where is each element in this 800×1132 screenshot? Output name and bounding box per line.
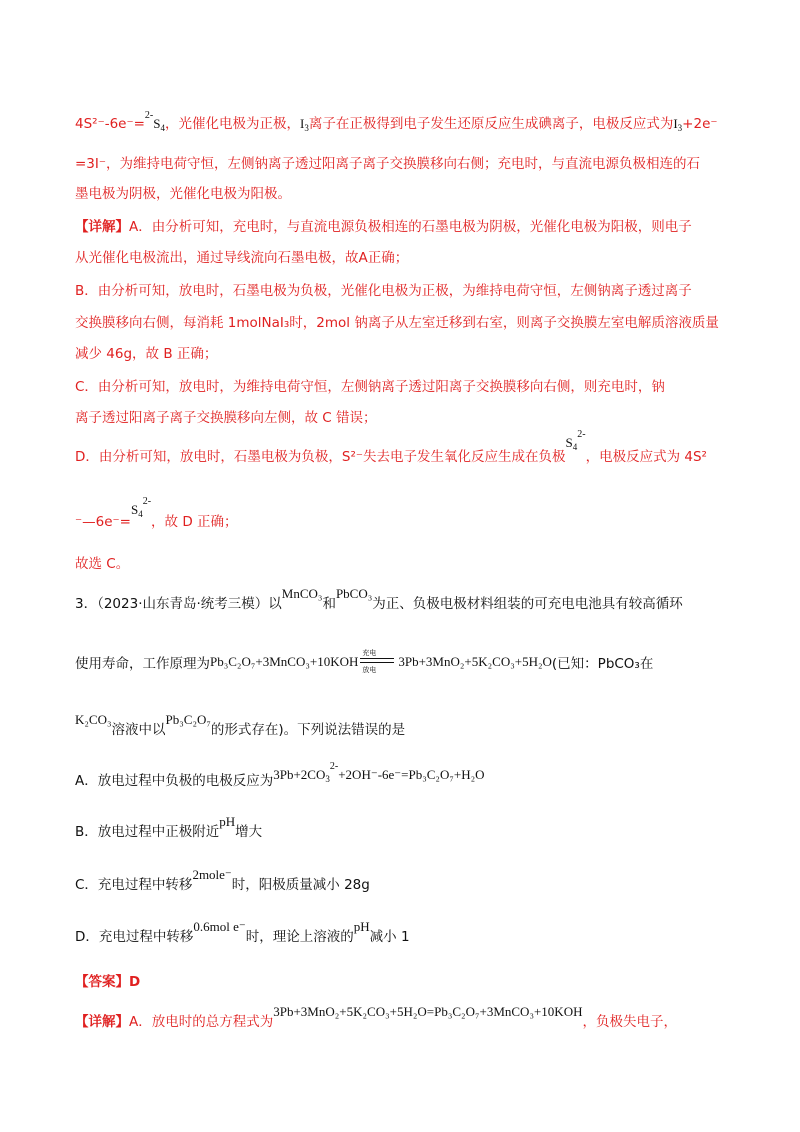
formula-s4: $S_4^{2-}$ bbox=[130, 496, 152, 519]
text: ，故 D 正确； bbox=[151, 514, 238, 530]
analysis-line-2: =3I⁻，为维持电荷守恒，左侧钠离子透过阳离子离子交换膜移向右侧；充电时，与直流电源负极相连的石 bbox=[75, 156, 701, 172]
formula-mnco3: MnCO₃ bbox=[281, 586, 323, 601]
text: 溶液中以 bbox=[111, 722, 166, 738]
formula-ph: pH bbox=[219, 814, 236, 829]
text: 时，阳极质量减小 28g bbox=[231, 877, 370, 893]
text: ⁻—6e⁻= bbox=[75, 514, 131, 530]
text: ，电极反应式为 4S² bbox=[585, 449, 707, 465]
text: 4S²⁻-6e⁻= bbox=[75, 116, 145, 132]
formula-s4: $S_4^{2-}$ bbox=[565, 429, 586, 452]
formula-i3: $I_3$ bbox=[299, 116, 309, 133]
text: +2e⁻ bbox=[682, 116, 718, 132]
formula-s4: $^{2-}S_4$ bbox=[144, 110, 165, 133]
analysis-line-1 bbox=[75, 112, 718, 132]
question-number: 3．（2023·山东青岛·统考三模）以 bbox=[75, 596, 282, 612]
answer-line: 【答案】D bbox=[75, 974, 141, 990]
option-a-equation: $3Pb+2CO_3^{2-}+2OH^--6e^-=Pb_3C_2O_7+H_2O$ bbox=[273, 761, 485, 784]
question-3-line-1 bbox=[75, 586, 683, 612]
detail-tag: 【详解】 bbox=[75, 219, 129, 235]
formula-0-6mol: 0.6mol e⁻ bbox=[193, 919, 246, 934]
text: A．放电时的总方程式为 bbox=[129, 1014, 274, 1030]
option-d bbox=[75, 919, 410, 945]
text: 使用寿命，工作原理为 bbox=[75, 656, 210, 672]
conclusion-line: 故选 C。 bbox=[75, 556, 130, 572]
formula-2mole: 2mole⁻ bbox=[192, 867, 232, 882]
text: 时，理论上溶液的 bbox=[245, 929, 354, 945]
question-3-line-3 bbox=[75, 712, 406, 738]
detail-line-1 bbox=[75, 215, 692, 235]
formula-ph: pH bbox=[353, 919, 370, 934]
question-3-line-2 bbox=[75, 649, 654, 674]
overall-equation: 3Pb+3MnO₂+5K₂CO₃+5H₂O=Pb₃C₂O₇+3MnCO₃+10KOH bbox=[273, 1004, 583, 1019]
text: D．由分析可知，放电时，石墨电极为负极，S²⁻失去电子发生氧化反应生成在负极 bbox=[75, 449, 566, 465]
option-d-text: D．充电过程中转移 bbox=[75, 929, 194, 945]
analysis-line-3: 墨电极为阴极，光催化电极为阳极。 bbox=[75, 186, 291, 202]
detail-q3-line-1 bbox=[75, 1004, 677, 1030]
detail-line-6: C．由分析可知，放电时，为维持电荷守恒，左侧钠离子透过阳离子交换膜移向右侧，则充电时，钠 bbox=[75, 379, 665, 395]
text: (已知：PbCO₃在 bbox=[551, 656, 654, 672]
text: 的形式存在)。下列说法错误的是 bbox=[210, 722, 406, 738]
arrow-bottom-label: 放电 bbox=[362, 666, 377, 674]
option-c bbox=[75, 867, 370, 893]
reaction-right: 3Pb+3MnO₂+5K₂CO₃+5H₂O bbox=[398, 654, 552, 669]
text: ，光催化电极为正极， bbox=[164, 116, 300, 132]
reaction-left: Pb₃C₂O₇+3MnCO₃+10KOH bbox=[210, 654, 359, 669]
arrow-top-label: 充电 bbox=[362, 649, 377, 657]
option-a bbox=[75, 761, 485, 789]
formula-i3: $I_3$ bbox=[673, 116, 683, 133]
option-c-text: C．充电过程中转移 bbox=[75, 877, 193, 893]
detail-tag: 【详解】 bbox=[75, 1014, 129, 1030]
detail-line-7: 离子透过阳离子离子交换膜移向左侧，故 C 错误； bbox=[75, 410, 377, 426]
detail-line-3: B．由分析可知，放电时，石墨电极为负极，光催化电极为正极，为维持电荷守恒，左侧钠离子透过离子 bbox=[75, 283, 692, 299]
formula-pbco3: PbCO₃ bbox=[335, 586, 373, 601]
text: A．由分析可知，充电时，与直流电源负极相连的石墨电极为阴极，光催化电极为阳极，则电子 bbox=[129, 219, 692, 235]
text: 为正、负极电极材料组装的可充电电池具有较高循环 bbox=[372, 596, 683, 612]
formula-k2co3: K₂CO₃ bbox=[75, 712, 112, 727]
option-a-text: A．放电过程中负极的电极反应为 bbox=[75, 773, 274, 789]
detail-line-2: 从光催化电极流出，通过导线流向石墨电极，故A正确； bbox=[75, 250, 409, 266]
option-b bbox=[75, 814, 263, 840]
detail-line-9 bbox=[75, 496, 238, 530]
text: 和 bbox=[322, 596, 336, 612]
detail-line-8 bbox=[75, 429, 707, 465]
text: 增大 bbox=[235, 824, 263, 840]
detail-line-5: 减少 46g，故 B 正确； bbox=[75, 346, 218, 362]
text: 离子在正极得到电子发生还原反应生成碘离子，电极反应式为 bbox=[308, 116, 674, 132]
text: 减小 1 bbox=[369, 929, 410, 945]
detail-line-4: 交换膜移向右侧，每消耗 1molNaI₃时，2mol 钠离子从左室迁移到右室，则离子交换膜左室电解质溶液质量 bbox=[75, 315, 719, 331]
reversible-arrow bbox=[358, 649, 398, 674]
text: ，负极失电子， bbox=[582, 1014, 677, 1030]
option-b-text: B．放电过程中正极附近 bbox=[75, 824, 220, 840]
formula-pb3c2o7: Pb₃C₂O₇ bbox=[165, 712, 211, 727]
